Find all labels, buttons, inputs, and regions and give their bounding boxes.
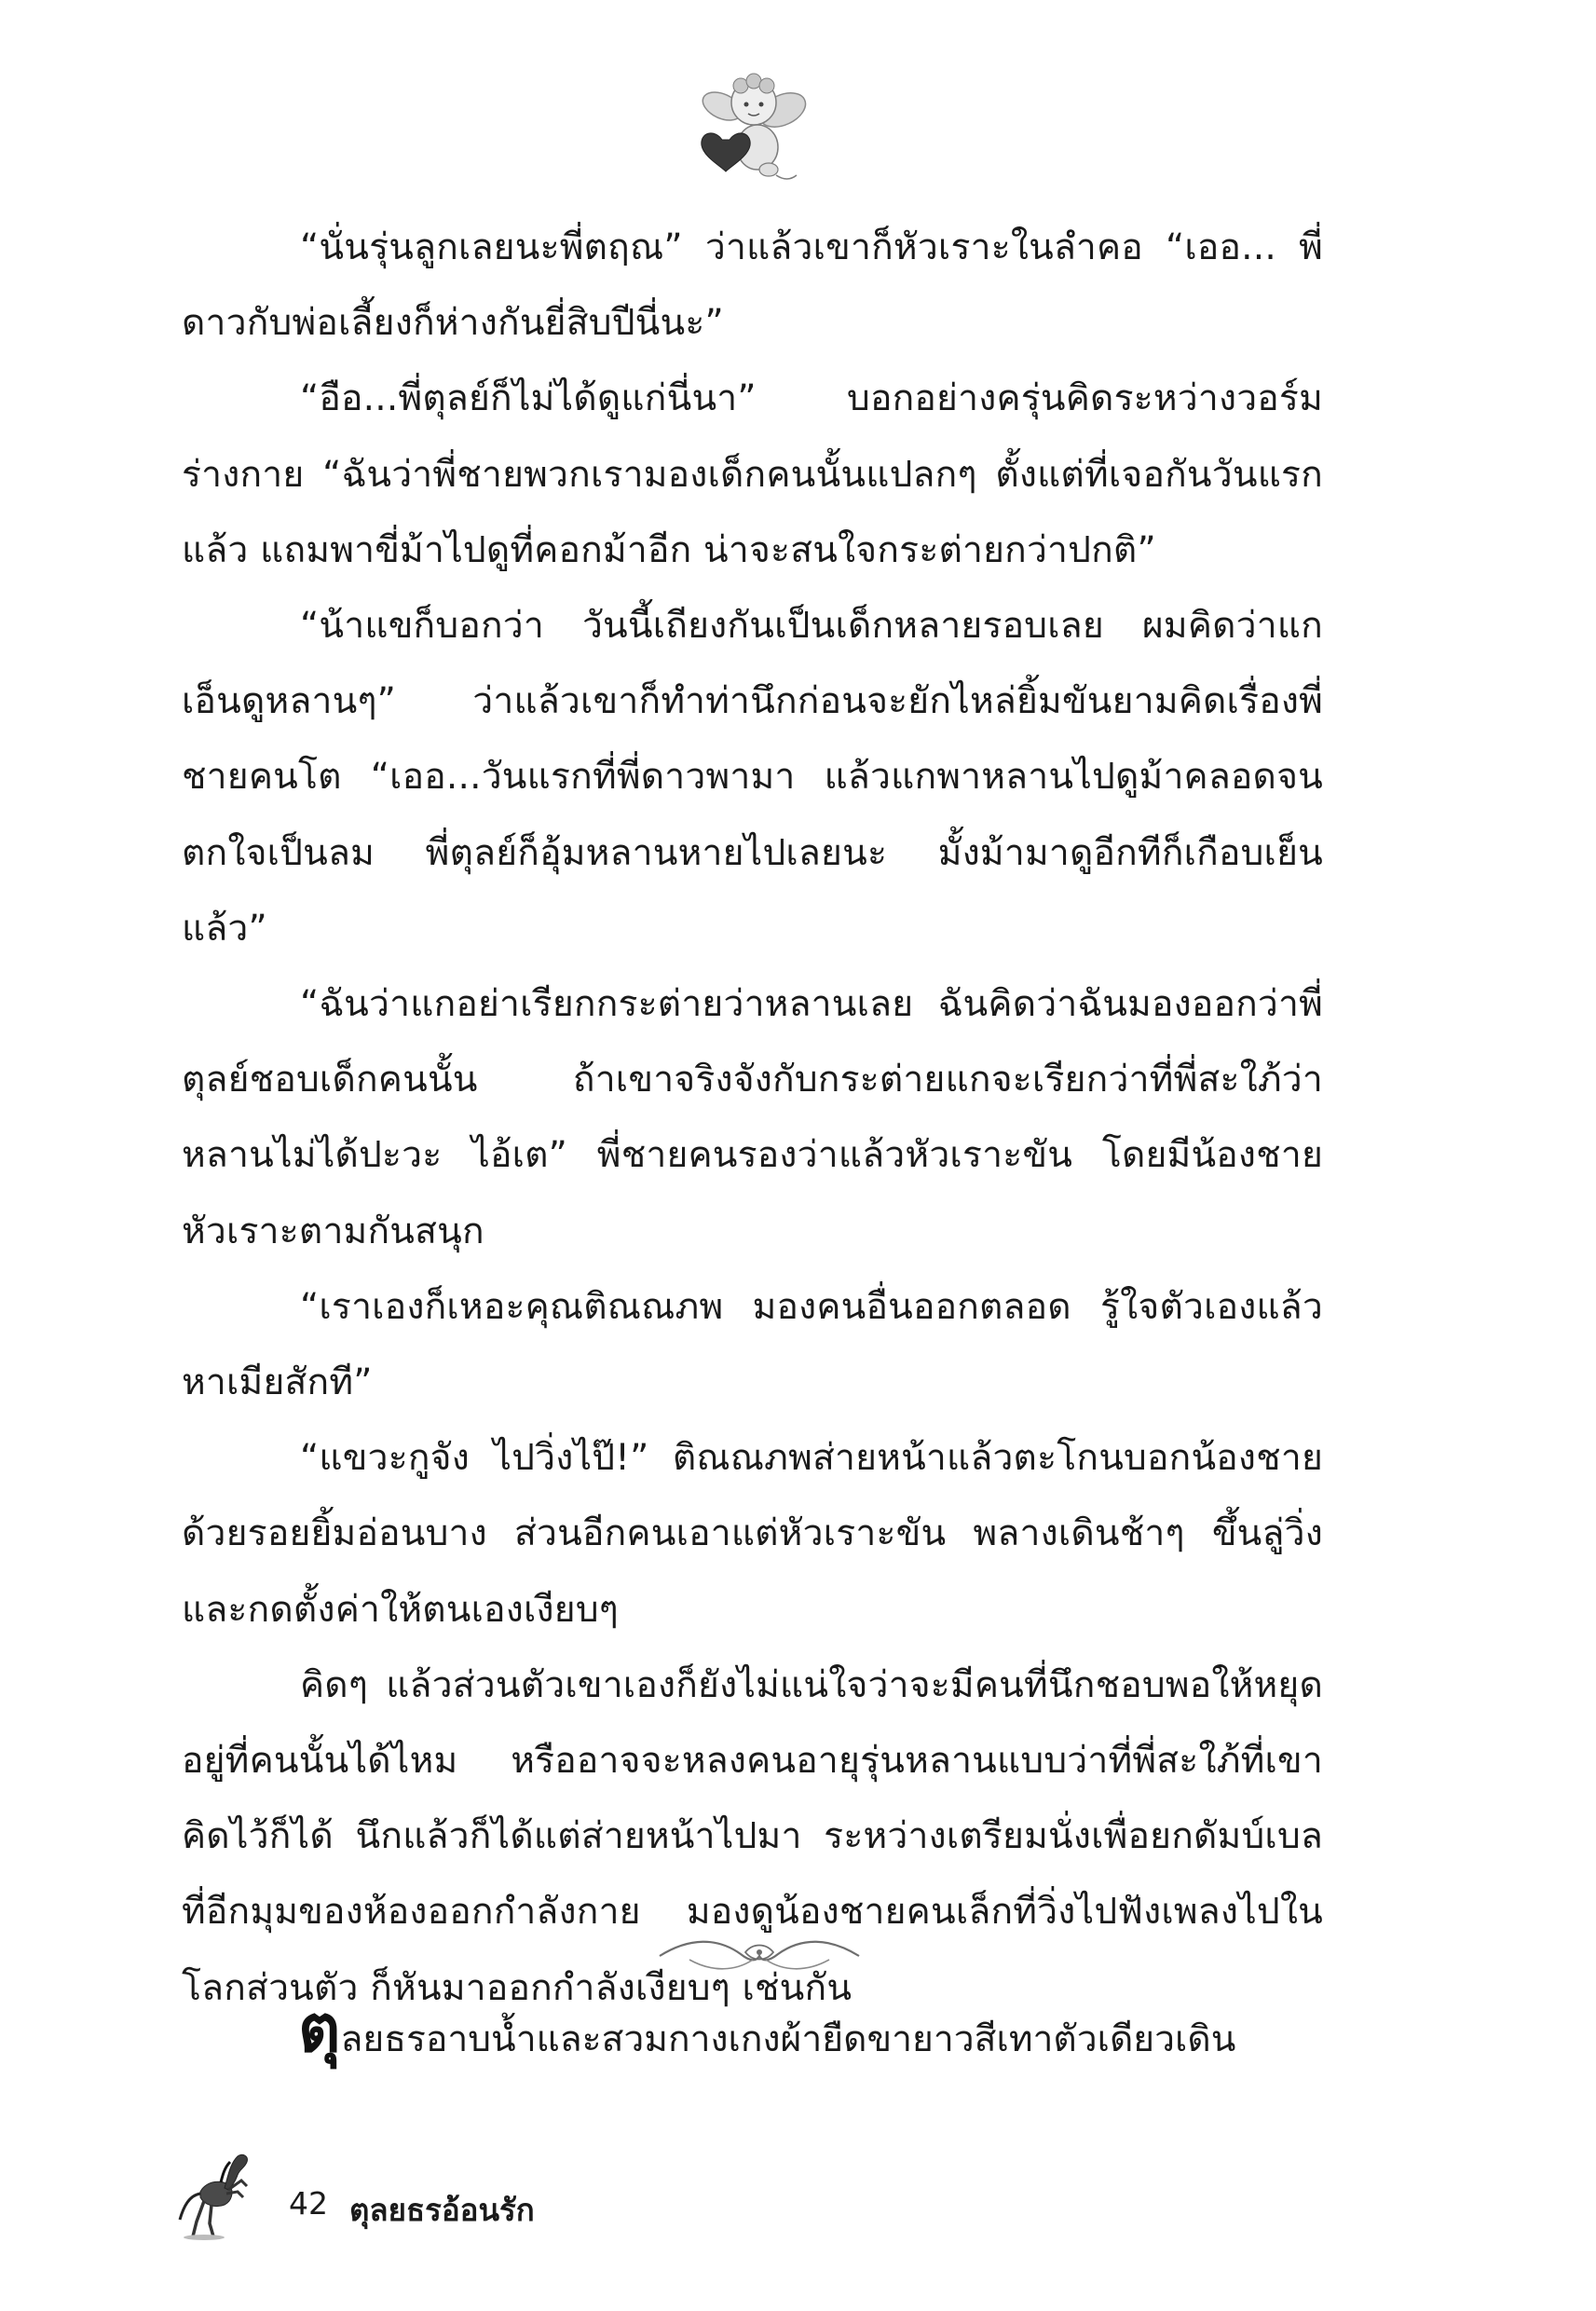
page-footer — [172, 2143, 825, 2246]
drop-cap: ตุ — [298, 1990, 341, 2067]
cupid-heart-icon — [694, 65, 811, 186]
paragraph: “เราเองก็เหอะคุณติณณภพ มองคนอื่นออกตลอด รู้ใจตัวเองแล้วหาเมียสักที” — [182, 1285, 1323, 1404]
body-text — [182, 210, 1323, 2026]
page-number: 42 — [289, 2185, 328, 2222]
next-section-first-line — [298, 1985, 1323, 2073]
rearing-horse-icon — [172, 2143, 256, 2241]
paragraph: “ฉันว่าแกอย่าเรียกกระต่ายว่าหลานเลย ฉันคิดว่าฉันมองออกว่าพี่ตุลย์ชอบเด็กคนนั้น ถ้าเขาจริงจังกับกระต่ายแกจะเรียกว่าที่พี่สะใภ้ว่าหลานไม่ได้ปะวะ ไอ้เต” พี่ชายคนรองว่าแล้วหัวเราะขัน โดยมีน้องชายหัวเราะตามกันสนุก — [182, 983, 1323, 1252]
paragraph: “อือ...พี่ตุลย์ก็ไม่ได้ดูแก่นี่นา” บอกอย่างครุ่นคิดระหว่างวอร์มร่างกาย “ฉันว่าพี่ชายพวกเรามองเด็กคนนั้นแปลกๆ ตั้งแต่ที่เจอกันวันแรกแล้ว แถมพาขี่ม้าไปดูที่คอกม้าอีก น่าจะสนใจกระต่ายกว่าปกติ” — [182, 377, 1323, 571]
paragraph: “น้าแขก็บอกว่า วันนี้เถียงกันเป็นเด็กหลายรอบเลย ผมคิดว่าแกเอ็นดูหลานๆ” ว่าแล้วเขาก็ทำท่านึกก่อนจะยักไหล่ยิ้มขันยามคิดเรื่องพี่ชายคนโต “เออ...วันแรกที่พี่ดาวพามา แล้วแกพาหลานไปดูม้าคลอดจนตกใจเป็นลม พี่ตุลย์ก็อุ้มหลานหายไปเลยนะ มั้งม้ามาดูอีกทีก็เกือบเย็นแล้ว” — [182, 605, 1323, 950]
ornament-divider-icon — [652, 1934, 866, 1978]
paragraph: “นั่นรุ่นลูกเลยนะพี่ตฤณ” ว่าแล้วเขาก็หัวเราะในลำคอ “เออ... พี่ดาวกับพ่อเลี้ยงก็ห่างกันยี่สิบปีนี่นะ” — [182, 226, 1323, 345]
book-title: ตุลยธรอ้อนรัก — [349, 2192, 535, 2228]
paragraph: “แขวะกูจัง ไปวิ่งไป๊!” ติณณภพส่ายหน้าแล้วตะโกนบอกน้องชายด้วยรอยยิ้มอ่อนบาง ส่วนอีกคนเอาแต่หัวเราะขัน พลางเดินช้าๆ ขึ้นลู่วิ่งและกดตั้งค่าให้ตนเองเงียบๆ — [182, 1437, 1323, 1631]
paragraph: คิดๆ แล้วส่วนตัวเขาเองก็ยังไม่แน่ใจว่าจะมีคนที่นึกชอบพอให้หยุดอยู่ที่คนนั้นได้ไหม หรืออาจจะหลงคนอายุรุ่นหลานแบบว่าที่พี่สะใภ้ที่เขาคิดไว้ก็ได้ นึกแล้วก็ได้แต่ส่ายหน้าไปมา ระหว่างเตรียมนั่งเพื่อยกดัมบ์เบลที่อีกมุมของห้องออกกำลังกาย มองดูน้องชายคนเล็กที่วิ่งไปฟังเพลงไปในโลกส่วนตัว ก็หันมาออกกำลังเงียบๆ เช่นกัน — [182, 1663, 1323, 2009]
next-section-text: ลยธรอาบน้ำและสวมกางเกงผ้ายืดขายาวสีเทาตัวเดียวเดิน — [340, 2018, 1236, 2060]
